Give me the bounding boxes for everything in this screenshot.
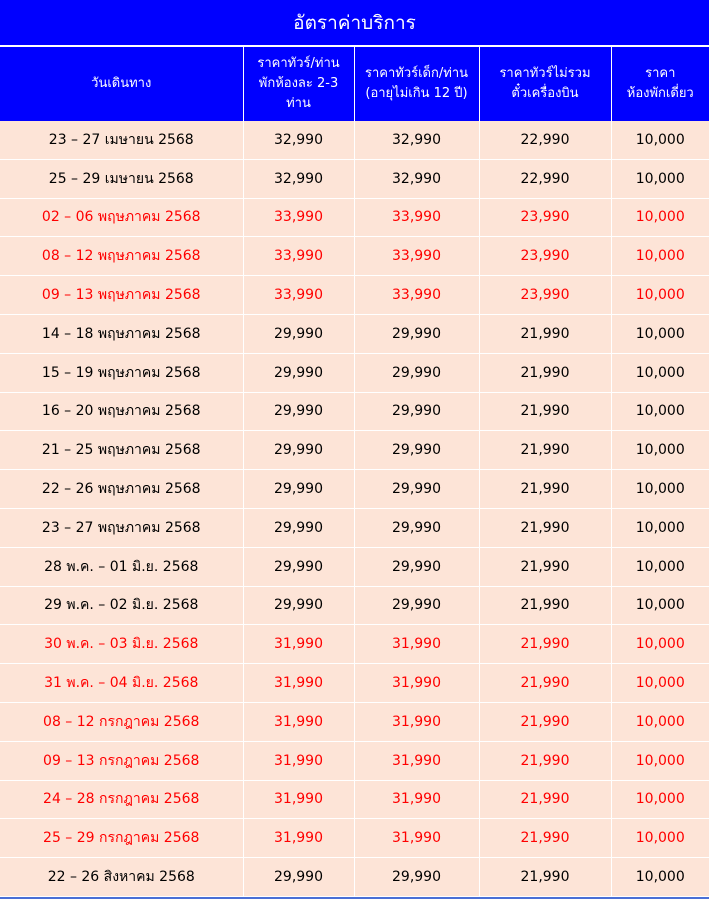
cell-single-room-price: 10,000 [611, 121, 709, 160]
cell-child-price: 29,990 [354, 547, 479, 586]
table-row [0, 741, 709, 780]
header-line: ตั๋วเครื่องบิน [511, 85, 579, 101]
cell-child-price: 29,990 [354, 392, 479, 431]
cell-single-room-price: 10,000 [611, 625, 709, 664]
cell-travel-date: 30 พ.ค. – 03 มิ.ย. 2568 [0, 625, 243, 664]
cell-single-room-price: 10,000 [611, 780, 709, 819]
table-header-row [0, 47, 709, 121]
header-line: วันเดินทาง [91, 75, 152, 91]
cell-no-ticket-price: 22,990 [479, 159, 611, 198]
table-row [0, 314, 709, 353]
cell-child-price: 33,990 [354, 237, 479, 276]
cell-adult-price: 29,990 [243, 353, 354, 392]
cell-no-ticket-price: 21,990 [479, 780, 611, 819]
cell-no-ticket-price: 21,990 [479, 741, 611, 780]
cell-travel-date: 16 – 20 พฤษภาคม 2568 [0, 392, 243, 431]
table-row [0, 586, 709, 625]
table-row [0, 547, 709, 586]
table-row [0, 470, 709, 509]
cell-no-ticket-price: 23,990 [479, 198, 611, 237]
cell-adult-price: 33,990 [243, 276, 354, 315]
table-row [0, 276, 709, 315]
cell-single-room-price: 10,000 [611, 702, 709, 741]
cell-no-ticket-price: 22,990 [479, 121, 611, 160]
cell-adult-price: 31,990 [243, 625, 354, 664]
cell-adult-price: 29,990 [243, 470, 354, 509]
price-table [0, 46, 709, 897]
cell-adult-price: 32,990 [243, 159, 354, 198]
header-line: พักห้องละ 2-3 [258, 75, 339, 91]
cell-travel-date: 28 พ.ค. – 01 มิ.ย. 2568 [0, 547, 243, 586]
cell-travel-date: 24 – 28 กรกฎาคม 2568 [0, 780, 243, 819]
cell-child-price: 31,990 [354, 819, 479, 858]
header-line: (อายุไม่เกิน 12 ปี) [365, 85, 468, 101]
cell-travel-date: 29 พ.ค. – 02 มิ.ย. 2568 [0, 586, 243, 625]
cell-single-room-price: 10,000 [611, 392, 709, 431]
header-adult-price [243, 47, 354, 121]
cell-adult-price: 29,990 [243, 586, 354, 625]
cell-single-room-price: 10,000 [611, 819, 709, 858]
cell-no-ticket-price: 23,990 [479, 276, 611, 315]
header-line: ราคาทัวร์/ท่าน [257, 55, 340, 71]
cell-no-ticket-price: 21,990 [479, 586, 611, 625]
cell-no-ticket-price: 21,990 [479, 314, 611, 353]
cell-child-price: 31,990 [354, 702, 479, 741]
cell-child-price: 31,990 [354, 625, 479, 664]
header-child-price [354, 47, 479, 121]
cell-no-ticket-price: 21,990 [479, 353, 611, 392]
cell-single-room-price: 10,000 [611, 858, 709, 897]
header-line: ห้องพักเดี่ยว [626, 85, 694, 101]
header-no-ticket-price [479, 47, 611, 121]
cell-travel-date: 25 – 29 กรกฎาคม 2568 [0, 819, 243, 858]
cell-single-room-price: 10,000 [611, 353, 709, 392]
cell-adult-price: 31,990 [243, 819, 354, 858]
table-row [0, 858, 709, 897]
table-row [0, 508, 709, 547]
cell-single-room-price: 10,000 [611, 314, 709, 353]
cell-travel-date: 08 – 12 พฤษภาคม 2568 [0, 237, 243, 276]
cell-single-room-price: 10,000 [611, 470, 709, 509]
cell-adult-price: 33,990 [243, 237, 354, 276]
cell-single-room-price: 10,000 [611, 741, 709, 780]
cell-travel-date: 22 – 26 สิงหาคม 2568 [0, 858, 243, 897]
cell-travel-date: 09 – 13 พฤษภาคม 2568 [0, 276, 243, 315]
table-body [0, 121, 709, 897]
cell-no-ticket-price: 21,990 [479, 819, 611, 858]
cell-child-price: 32,990 [354, 159, 479, 198]
cell-child-price: 29,990 [354, 508, 479, 547]
cell-travel-date: 08 – 12 กรกฎาคม 2568 [0, 702, 243, 741]
cell-child-price: 29,990 [354, 431, 479, 470]
cell-child-price: 29,990 [354, 858, 479, 897]
cell-travel-date: 09 – 13 กรกฎาคม 2568 [0, 741, 243, 780]
cell-single-room-price: 10,000 [611, 508, 709, 547]
cell-child-price: 29,990 [354, 470, 479, 509]
cell-adult-price: 29,990 [243, 508, 354, 547]
table-row [0, 198, 709, 237]
cell-travel-date: 25 – 29 เมษายน 2568 [0, 159, 243, 198]
header-line: ราคาทัวร์เด็ก/ท่าน [364, 65, 469, 81]
cell-travel-date: 22 – 26 พฤษภาคม 2568 [0, 470, 243, 509]
header-line: ราคาทัวร์ไม่รวม [499, 65, 591, 81]
cell-single-room-price: 10,000 [611, 198, 709, 237]
cell-no-ticket-price: 21,990 [479, 547, 611, 586]
cell-adult-price: 31,990 [243, 664, 354, 703]
cell-no-ticket-price: 21,990 [479, 702, 611, 741]
cell-single-room-price: 10,000 [611, 237, 709, 276]
cell-single-room-price: 10,000 [611, 547, 709, 586]
cell-child-price: 31,990 [354, 780, 479, 819]
table-row [0, 431, 709, 470]
cell-child-price: 29,990 [354, 314, 479, 353]
cell-travel-date: 31 พ.ค. – 04 มิ.ย. 2568 [0, 664, 243, 703]
cell-child-price: 29,990 [354, 586, 479, 625]
header-single-room [611, 47, 709, 121]
cell-single-room-price: 10,000 [611, 586, 709, 625]
cell-travel-date: 21 – 25 พฤษภาคม 2568 [0, 431, 243, 470]
cell-no-ticket-price: 21,990 [479, 625, 611, 664]
cell-child-price: 31,990 [354, 664, 479, 703]
table-row [0, 159, 709, 198]
cell-adult-price: 31,990 [243, 780, 354, 819]
cell-adult-price: 29,990 [243, 858, 354, 897]
cell-travel-date: 23 – 27 เมษายน 2568 [0, 121, 243, 160]
cell-single-room-price: 10,000 [611, 664, 709, 703]
table-row [0, 353, 709, 392]
header-travel-date [0, 47, 243, 121]
cell-single-room-price: 10,000 [611, 431, 709, 470]
cell-travel-date: 23 – 27 พฤษภาคม 2568 [0, 508, 243, 547]
cell-child-price: 33,990 [354, 276, 479, 315]
cell-travel-date: 15 – 19 พฤษภาคม 2568 [0, 353, 243, 392]
cell-adult-price: 33,990 [243, 198, 354, 237]
cell-adult-price: 31,990 [243, 741, 354, 780]
table-row [0, 237, 709, 276]
cell-single-room-price: 10,000 [611, 159, 709, 198]
cell-adult-price: 29,990 [243, 314, 354, 353]
table-title: อัตราค่าบริการ [0, 0, 709, 46]
table-row [0, 392, 709, 431]
table-row [0, 780, 709, 819]
cell-no-ticket-price: 21,990 [479, 664, 611, 703]
table-row [0, 702, 709, 741]
table-row [0, 819, 709, 858]
cell-adult-price: 31,990 [243, 702, 354, 741]
cell-single-room-price: 10,000 [611, 276, 709, 315]
cell-no-ticket-price: 21,990 [479, 431, 611, 470]
cell-no-ticket-price: 21,990 [479, 470, 611, 509]
cell-adult-price: 29,990 [243, 431, 354, 470]
cell-adult-price: 32,990 [243, 121, 354, 160]
table-row [0, 121, 709, 160]
header-line: ราคา [645, 65, 676, 81]
header-line: ท่าน [286, 95, 311, 111]
cell-travel-date: 02 – 06 พฤษภาคม 2568 [0, 198, 243, 237]
table-row [0, 625, 709, 664]
cell-no-ticket-price: 23,990 [479, 237, 611, 276]
table-row [0, 664, 709, 703]
cell-adult-price: 29,990 [243, 392, 354, 431]
cell-no-ticket-price: 21,990 [479, 858, 611, 897]
cell-child-price: 29,990 [354, 353, 479, 392]
cell-no-ticket-price: 21,990 [479, 392, 611, 431]
cell-travel-date: 14 – 18 พฤษภาคม 2568 [0, 314, 243, 353]
cell-adult-price: 29,990 [243, 547, 354, 586]
cell-child-price: 32,990 [354, 121, 479, 160]
cell-child-price: 33,990 [354, 198, 479, 237]
cell-no-ticket-price: 21,990 [479, 508, 611, 547]
cell-child-price: 31,990 [354, 741, 479, 780]
